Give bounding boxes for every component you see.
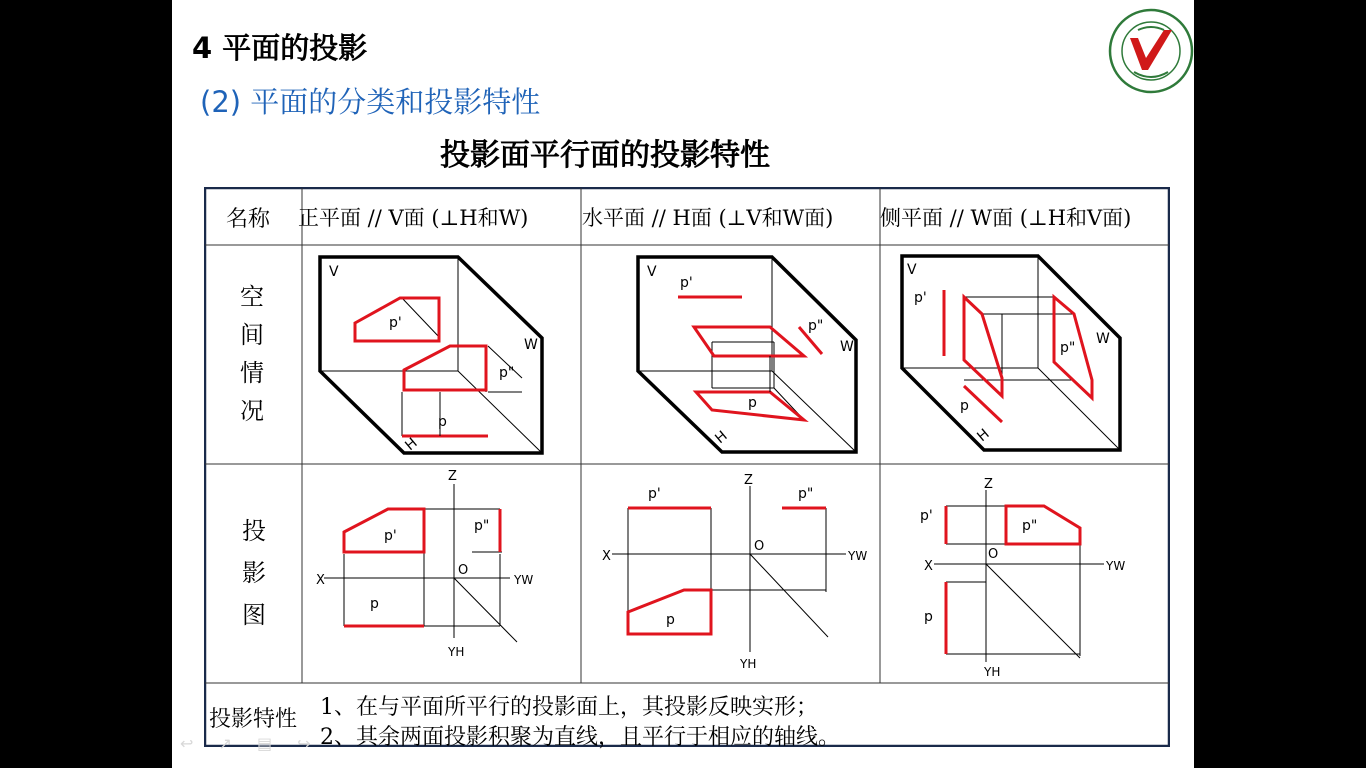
column-header-horizontal: 水平面 // H面 (⊥V和W面)	[582, 206, 834, 230]
slide	[172, 0, 1194, 768]
row-label-char: 影	[242, 559, 266, 587]
university-logo	[1108, 8, 1194, 94]
label-p-side: p"	[1022, 518, 1038, 534]
table-title: 投影面平行面的投影特性	[440, 138, 770, 173]
label-p-side: p"	[474, 518, 490, 534]
label-V: V	[907, 262, 917, 278]
label-V: V	[329, 264, 339, 280]
label-YW: YW	[1106, 559, 1126, 573]
projection-diagram-horizontal	[600, 472, 870, 672]
label-p-top: p	[748, 395, 757, 411]
property-line-2: 2、其余两面投影积聚为直线，且平行于相应的轴线。	[320, 725, 840, 750]
label-p-front: p'	[648, 486, 661, 502]
label-H: H	[402, 435, 421, 455]
label-W: W	[1096, 331, 1110, 347]
label-p-side: p"	[499, 365, 515, 381]
row-label-char: 投	[242, 517, 266, 545]
label-W: W	[524, 337, 538, 353]
label-O: O	[988, 547, 999, 562]
label-O: O	[458, 563, 469, 578]
space-diagram-horizontal	[634, 252, 874, 462]
label-YH: YH	[740, 657, 757, 671]
label-H: H	[974, 426, 993, 446]
label-W: W	[840, 339, 854, 355]
label-Z: Z	[448, 469, 457, 484]
row-label-char: 空	[240, 283, 264, 311]
label-O: O	[754, 539, 765, 554]
label-p-front: p'	[389, 315, 402, 331]
label-p-top: p	[438, 414, 447, 430]
label-Z: Z	[984, 477, 993, 492]
label-X: X	[602, 549, 611, 564]
label-X: X	[316, 573, 325, 588]
label-X: X	[924, 559, 933, 574]
space-diagram-profile	[898, 250, 1138, 460]
label-V: V	[647, 264, 657, 280]
name-header: 名称	[226, 207, 271, 232]
label-p-front: p'	[680, 275, 693, 291]
label-p-top: p	[924, 609, 933, 625]
label-H: H	[712, 428, 731, 448]
row-label-char: 间	[240, 321, 264, 349]
column-header-frontal: 正平面 // V面 (⊥H和W)	[298, 206, 529, 230]
label-p-top: p	[666, 612, 675, 628]
projection-diagram-profile	[920, 476, 1160, 681]
row-label-char: 图	[242, 601, 266, 629]
label-p-front: p'	[920, 508, 933, 524]
label-p-top: p	[960, 398, 969, 414]
label-p-side: p"	[808, 318, 824, 334]
label-YW: YW	[848, 549, 868, 563]
space-diagram-frontal	[312, 250, 552, 460]
slide-subtitle: (2) 平面的分类和投影特性	[200, 85, 541, 119]
row-label-char: 情	[240, 359, 264, 387]
row-label-char: 况	[240, 397, 264, 425]
row-label-space	[232, 278, 272, 430]
column-header-profile: 侧平面 // W面 (⊥H和V面)	[880, 206, 1132, 230]
projection-diagram-frontal	[312, 466, 542, 666]
label-Z: Z	[744, 473, 753, 488]
label-YH: YH	[984, 665, 1001, 679]
slide-title: 4 平面的投影	[192, 31, 368, 65]
label-YH: YH	[448, 645, 465, 659]
row-label-projection	[234, 510, 274, 636]
property-line-1: 1、在与平面所平行的投影面上，其投影反映实形；	[320, 695, 818, 720]
label-p-front: p'	[914, 290, 927, 306]
label-YW: YW	[514, 573, 534, 587]
properties-label: 投影特性	[209, 707, 298, 732]
label-p-side: p"	[1060, 340, 1076, 356]
label-p-front: p'	[384, 528, 397, 544]
label-p-top: p	[370, 596, 379, 612]
slide-nav-controls[interactable]: ↩ ↗ ▤ ↪	[180, 734, 321, 753]
label-p-side: p"	[798, 486, 814, 502]
